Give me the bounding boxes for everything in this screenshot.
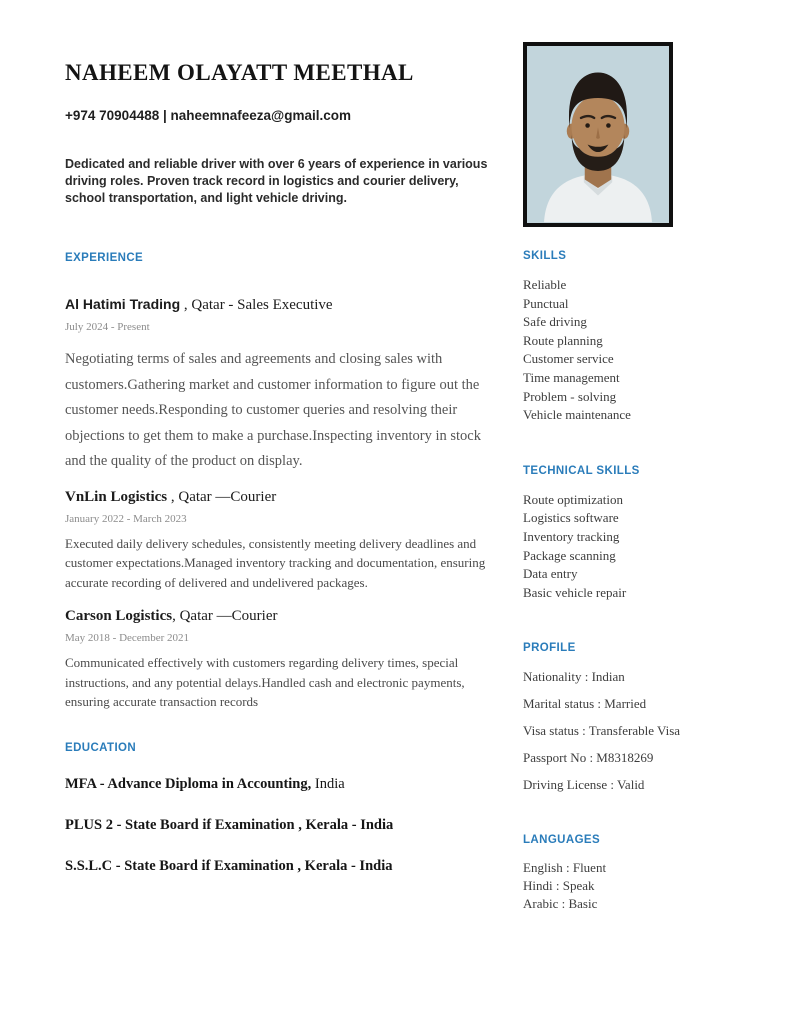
- education-entry: [65, 858, 490, 875]
- job-entry: [65, 608, 495, 712]
- education-entry: [65, 776, 490, 793]
- languages-list: [523, 859, 726, 913]
- contact-separator: |: [159, 108, 171, 123]
- portrait-illustration: [527, 46, 669, 223]
- skills-section-title: SKILLS: [523, 250, 567, 262]
- skill-item: Customer service: [523, 351, 614, 367]
- technical-skill-item: Inventory tracking: [523, 528, 620, 544]
- skill-item: Reliable: [523, 277, 567, 292]
- job-entry: [65, 296, 495, 475]
- job-description: Executed daily delivery schedules, consistently meeting delivery deadlines and customer expectations.Managed inventory tracking and documentation, ensuring accurate recording of delivered and undelivered packages.: [65, 535, 486, 590]
- technical-skills-section-title: TECHNICAL SKILLS: [523, 464, 640, 477]
- profile-item: Nationality : Indian: [523, 669, 625, 685]
- languages-section-title: LANGUAGES: [523, 834, 601, 847]
- language-item: English : Fluent: [523, 860, 607, 876]
- skills-list: [523, 276, 726, 425]
- job-role: , Qatar - Sales Executive: [180, 297, 333, 313]
- phone-text: +974 70904488: [65, 108, 160, 123]
- education-degree: MFA - Advance Diploma in Accounting,: [65, 775, 312, 792]
- job-company: Carson Logistics: [65, 608, 173, 624]
- job-title: [65, 489, 495, 506]
- profile-item: Passport No : M8318269: [523, 750, 654, 766]
- summary-text: Dedicated and reliable driver with over 6 years of experience in various driving roles. Proven track record in logistics and courier delivery, school transportation, and light vehicle driving.: [65, 157, 488, 205]
- candidate-name: NAHEEM OLAYATT MEETHAL: [65, 60, 414, 85]
- technical-skill-item: Logistics software: [523, 510, 619, 526]
- skill-item: Vehicle maintenance: [523, 407, 631, 423]
- skill-item: Safe driving: [523, 314, 587, 330]
- skill-item: Problem - solving: [523, 388, 617, 404]
- education-location: India: [311, 775, 345, 792]
- technical-skill-item: Basic vehicle repair: [523, 584, 627, 600]
- profile-item: Driving License : Valid: [523, 777, 645, 793]
- contact-line: [65, 108, 490, 123]
- skill-item: Route planning: [523, 332, 603, 348]
- job-company: VnLin Logistics: [65, 488, 168, 505]
- technical-skills-list: [523, 491, 726, 603]
- job-role: , Qatar —Courier: [172, 608, 278, 624]
- job-entry: [65, 489, 495, 593]
- education-entry: [65, 817, 490, 834]
- side-column: [490, 0, 726, 1024]
- education-degree: PLUS 2 - State Board if Examination , Kerala - India: [65, 816, 394, 833]
- education-section-title: EDUCATION: [65, 741, 137, 754]
- education-list: [65, 776, 490, 875]
- job-description: Negotiating terms of sales and agreements and closing sales with customers.Gathering market and customer information to figure out the customer needs.Responding to customer queries and resolving their objections to get them to make a purchase.Inspecting inventory in stock and the quality of the product on display.: [65, 351, 481, 469]
- technical-skill-item: Data entry: [523, 566, 578, 582]
- job-dates: July 2024 - Present: [65, 321, 150, 333]
- education-degree: S.S.L.C - State Board if Examination , Kerala - India: [65, 857, 393, 874]
- skill-item: Time management: [523, 369, 620, 385]
- email-text: naheemnafeeza@gmail.com: [170, 108, 351, 123]
- experience-section-title: EXPERIENCE: [65, 252, 144, 264]
- technical-skill-item: Route optimization: [523, 491, 624, 507]
- profile-photo: [523, 42, 673, 227]
- profile-section-title: PROFILE: [523, 642, 576, 655]
- job-company: Al Hatimi Trading: [65, 296, 181, 312]
- job-title: [65, 296, 495, 314]
- job-dates: January 2022 - March 2023: [65, 512, 187, 525]
- skill-item: Punctual: [523, 295, 569, 311]
- profile-list: [523, 668, 726, 794]
- profile-item: Visa status : Transferable Visa: [523, 723, 681, 739]
- experience-list: [65, 296, 490, 712]
- job-description: Communicated effectively with customers regarding delivery times, special instructions, and any potential delays.Handled cash and electronic payments, ensuring accurate transaction records: [65, 655, 465, 709]
- job-role: , Qatar —Courier: [167, 488, 277, 505]
- technical-skill-item: Package scanning: [523, 547, 616, 563]
- language-item: Hindi : Speak: [523, 878, 595, 894]
- language-item: Arabic : Basic: [523, 896, 598, 912]
- job-title: [65, 608, 495, 625]
- profile-item: Marital status : Married: [523, 696, 647, 712]
- job-dates: May 2018 - December 2021: [65, 632, 190, 644]
